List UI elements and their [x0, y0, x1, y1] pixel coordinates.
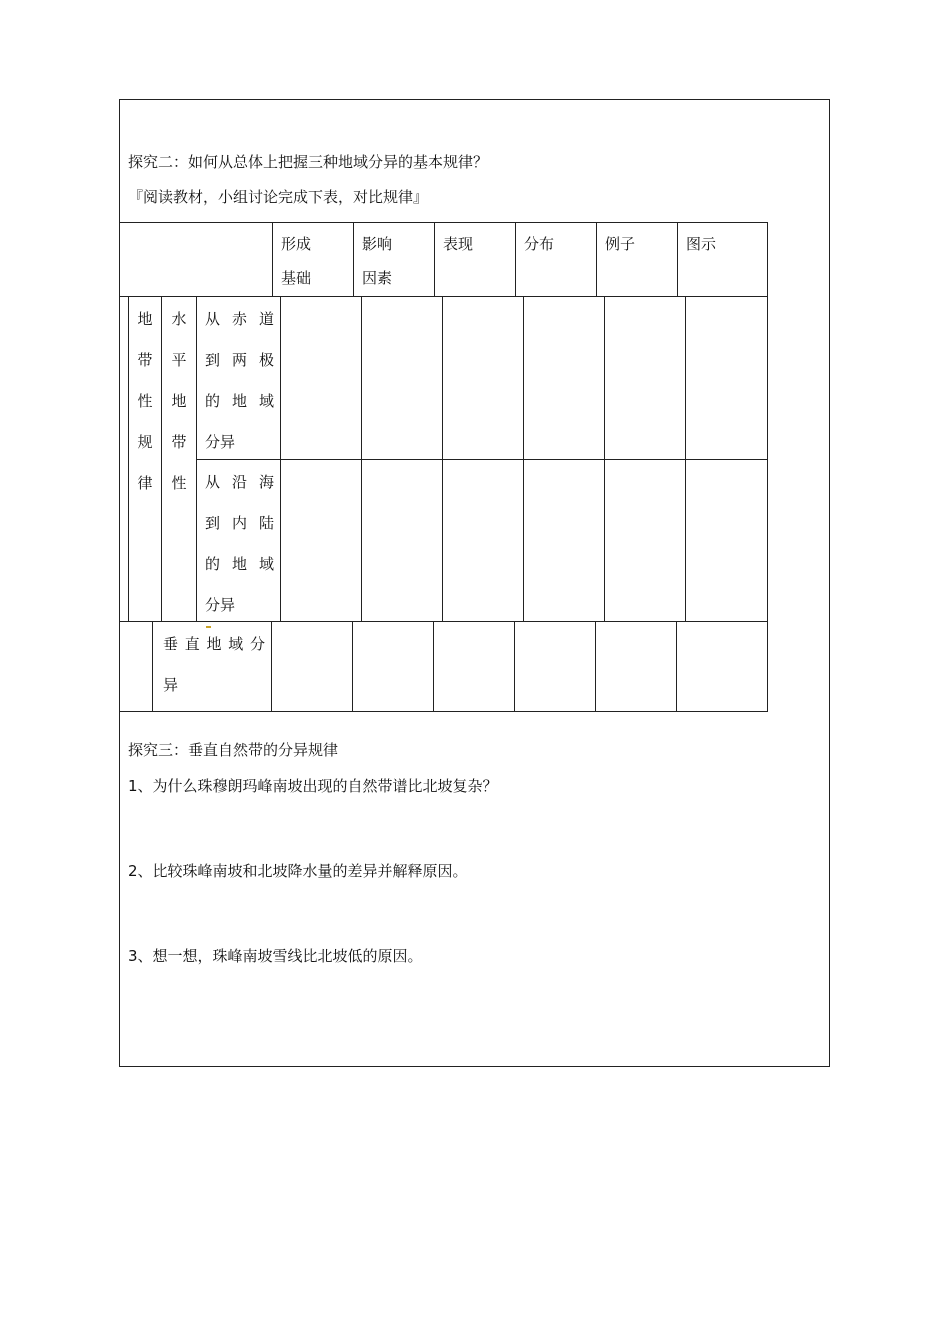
answer-cell[interactable] — [676, 621, 768, 712]
row-text: 的地域 — [205, 392, 274, 410]
row-text: 分异 — [205, 433, 236, 451]
answer-cell[interactable] — [352, 621, 434, 712]
answer-cell[interactable] — [271, 621, 353, 712]
answer-cell[interactable] — [361, 296, 443, 460]
horizontal-zonality-label — [161, 296, 197, 622]
answer-cell[interactable] — [604, 296, 686, 460]
row-text: 分异 — [205, 596, 236, 614]
label-char: 水 — [171, 310, 187, 328]
header-text: 因素 — [362, 269, 393, 287]
answer-cell[interactable] — [442, 459, 524, 622]
section2-title: 探究二：如何从总体上把握三种地域分异的基本规律？ — [128, 153, 489, 171]
answer-cell[interactable] — [685, 459, 768, 622]
answer-cell[interactable] — [595, 621, 677, 712]
label-char: 规 — [137, 433, 153, 451]
header-text: 影响 — [362, 235, 393, 253]
row-text: 从赤道 — [205, 310, 274, 328]
answer-cell[interactable] — [361, 459, 443, 622]
row-text: 从沿海 — [205, 473, 274, 491]
label-char: 性 — [137, 392, 153, 410]
answer-cell[interactable] — [433, 621, 515, 712]
answer-cell[interactable] — [523, 296, 605, 460]
label-char: 地 — [171, 392, 187, 410]
row-text: 到两极 — [205, 351, 274, 369]
header-text: 表现 — [443, 235, 474, 253]
section3-title: 探究三：垂直自然带的分异规律 — [128, 741, 339, 759]
question-2: 2、比较珠峰南坡和北坡降水量的差异并解释原因。 — [128, 862, 468, 880]
answer-cell[interactable] — [685, 296, 768, 460]
label-char: 带 — [137, 351, 153, 369]
label-char: 性 — [171, 474, 187, 492]
table-header-factors — [353, 222, 435, 297]
label-char: 地 — [137, 310, 153, 328]
table-header-corner — [119, 222, 273, 297]
header-text: 图示 — [686, 235, 717, 253]
row-text: 垂直地域分 — [163, 635, 265, 653]
zonal-rule-label — [128, 296, 162, 622]
row-equator-to-poles — [196, 296, 281, 460]
header-text: 例子 — [605, 235, 636, 253]
table-left-strip-vertical — [119, 621, 153, 712]
label-char: 带 — [171, 433, 187, 451]
row-coast-to-inland — [196, 459, 281, 622]
answer-cell[interactable] — [280, 459, 362, 622]
header-text: 分布 — [524, 235, 555, 253]
row-text: 的地域 — [205, 555, 274, 573]
question-1: 1、为什么珠穆朗玛峰南坡出现的自然带谱比北坡复杂？ — [128, 777, 498, 795]
answer-cell[interactable] — [523, 459, 605, 622]
row-text: 到内陆 — [205, 514, 274, 532]
table-header-basis — [272, 222, 354, 297]
row-vertical-differentiation — [152, 621, 272, 712]
row-text: 异 — [163, 676, 179, 694]
section2-instruction: 『阅读教材，小组讨论完成下表，对比规律』 — [128, 188, 429, 206]
answer-cell[interactable] — [442, 296, 524, 460]
header-text: 基础 — [281, 269, 312, 287]
header-text: 形成 — [281, 235, 312, 253]
answer-cell[interactable] — [604, 459, 686, 622]
answer-cell[interactable] — [280, 296, 362, 460]
answer-cell[interactable] — [514, 621, 596, 712]
question-3: 3、想一想，珠峰南坡雪线比北坡低的原因。 — [128, 947, 423, 965]
table-header-performance — [434, 222, 516, 297]
table-header-distribution — [515, 222, 597, 297]
label-char: 律 — [137, 474, 153, 492]
table-header-example — [596, 222, 678, 297]
comparison-table — [119, 222, 768, 712]
table-header-diagram — [677, 222, 768, 297]
label-char: 平 — [171, 351, 187, 369]
